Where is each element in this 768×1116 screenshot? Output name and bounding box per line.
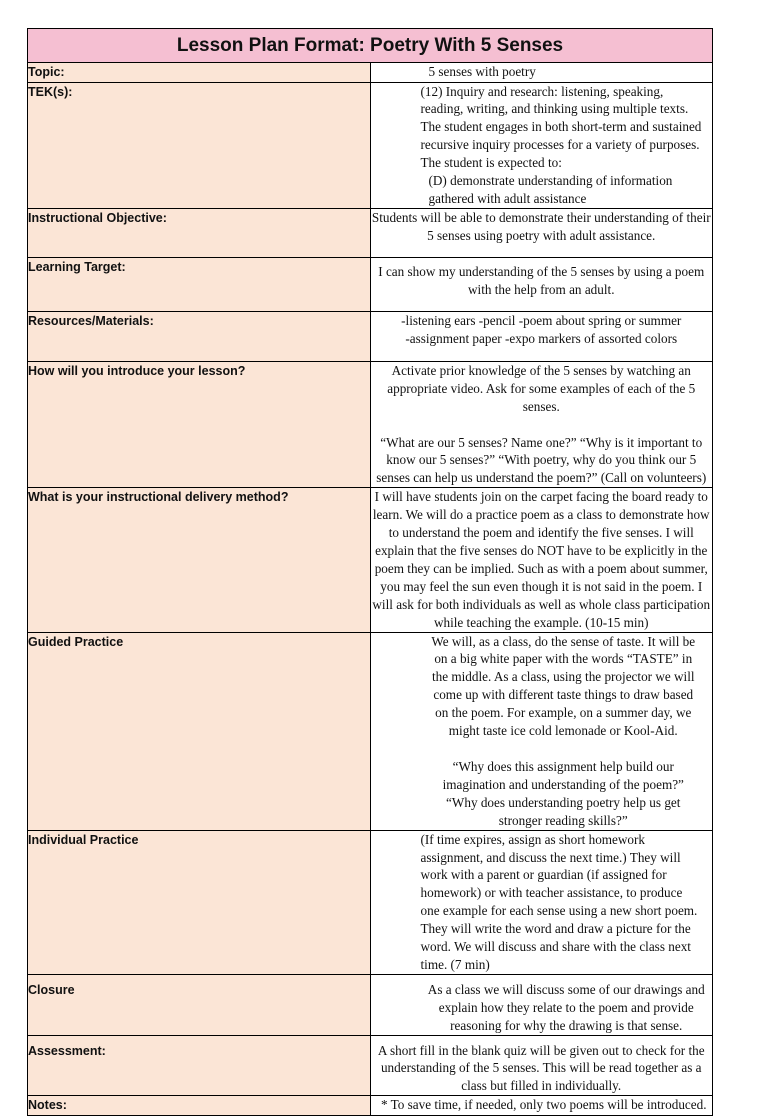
topic-label: Topic: <box>28 63 371 83</box>
resources-line-2: -assignment paper -expo markers of assorted colors <box>405 330 678 346</box>
lesson-plan-table <box>27 28 713 1116</box>
guided-row <box>28 632 713 830</box>
notes-label: Notes: <box>28 1096 371 1116</box>
guided-content <box>370 632 713 830</box>
individual-row <box>28 830 713 974</box>
target-content: I can show my understanding of the 5 senses by using a poem with the help from an adult. <box>370 257 713 311</box>
assessment-content: A short fill in the blank quiz will be given out to check for the understanding of the 5 senses. This will be read together as a class but filled in individually. <box>370 1035 713 1096</box>
objective-content: Students will be able to demonstrate their understanding of their 5 senses using poetry with adult assistance. <box>370 208 713 257</box>
teks-subpoint-text: (D) demonstrate understanding of information gathered with adult assistance <box>428 173 673 206</box>
assessment-row <box>28 1035 713 1096</box>
resources-content <box>370 311 713 361</box>
individual-content: (If time expires, assign as short homework assignment, and discuss the next time.) They will work with a parent or guardian (if assigned for homework) or with teacher assistance, to produce one example for each sense using a new short poem. They will write the word and draw a picture for the word. We will discuss and share with the class next time. (7 min) <box>370 830 713 974</box>
assessment-label: Assessment: <box>28 1035 371 1096</box>
page-title: Lesson Plan Format: Poetry With 5 Senses <box>28 29 713 63</box>
topic-row <box>28 63 713 83</box>
guided-activity-text: We will, as a class, do the sense of taste. It will be on a big white paper with the words “TASTE” in the middle. As a class, using the projector we will come up with different taste things to draw based on the poem. For example, on a summer day, we might taste ice cold lemonade or Kool-Aid. <box>431 633 696 739</box>
paragraph-gap <box>427 740 701 758</box>
individual-label: Individual Practice <box>28 830 371 974</box>
paragraph-gap <box>371 416 713 434</box>
resources-row <box>28 311 713 361</box>
objective-row <box>28 208 713 257</box>
target-row <box>28 257 713 311</box>
guided-label: Guided Practice <box>28 632 371 830</box>
delivery-row <box>28 488 713 632</box>
topic-content <box>370 63 713 83</box>
resources-line-1: -listening ears -pencil -poem about spring or summer <box>401 312 682 328</box>
objective-label: Instructional Objective: <box>28 208 371 257</box>
delivery-content: I will have students join on the carpet facing the board ready to learn. We will do a practice poem as a class to demonstrate how to understand the poem and identify the five senses. I will explain that the five senses do NOT have to be explicitly in the poem they can be implied. Such as with a poem about summer, you may feel the sun even though it is not said in the poem. I will ask for both individuals as well as whole class participation while teaching the example. (10-15 min) <box>370 488 713 632</box>
teks-content <box>370 82 713 208</box>
introduce-row <box>28 361 713 487</box>
teks-label: TEK(s): <box>28 82 371 208</box>
topic-text: 5 senses with poetry <box>428 64 536 79</box>
guided-questions-text: “Why does this assignment help build our imagination and understanding of the poem?” “Why does understanding poetry help us get stronger reading skills?” <box>442 758 684 828</box>
title-row <box>28 29 713 63</box>
introduce-content <box>370 361 713 487</box>
teks-standard-text: (12) Inquiry and research: listening, speaking, reading, writing, and thinking using multiple texts. The student engages in both short-term and sustained recursive inquiry processes for a variety of purposes. The student is expected to: <box>420 83 702 171</box>
introduce-label: How will you introduce your lesson? <box>28 361 371 487</box>
closure-row <box>28 974 713 1035</box>
notes-content: * To save time, if needed, only two poems will be introduced. <box>370 1096 713 1116</box>
target-label: Learning Target: <box>28 257 371 311</box>
notes-row <box>28 1096 713 1116</box>
closure-label: Closure <box>28 974 371 1035</box>
introduce-questions-text: “What are our 5 senses? Name one?” “Why is it important to know our 5 senses?” “With poetry, why do you think our 5 senses can help us understand the poem?” (Call on volunteers) <box>376 434 707 486</box>
closure-content: As a class we will discuss some of our drawings and explain how they relate to the poem and provide reasoning for why the drawing is that sense. <box>370 974 713 1035</box>
resources-label: Resources/Materials: <box>28 311 371 361</box>
introduce-activity-text: Activate prior knowledge of the 5 senses by watching an appropriate video. Ask for some examples of each of the 5 senses. <box>387 362 696 414</box>
delivery-label: What is your instructional delivery method? <box>28 488 371 632</box>
teks-row <box>28 82 713 208</box>
